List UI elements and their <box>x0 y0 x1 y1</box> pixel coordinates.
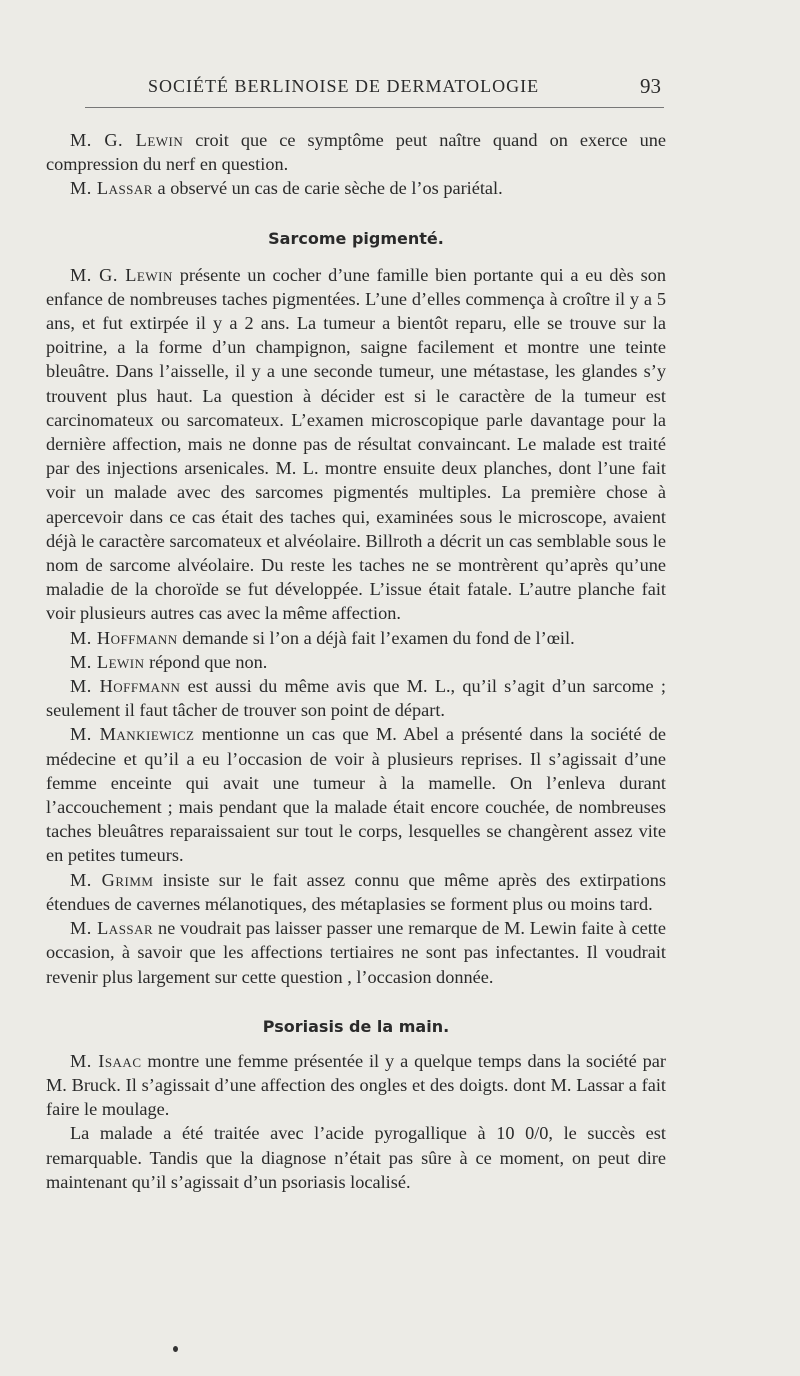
speaker-name: M. Lewin <box>70 651 145 672</box>
paragraph-text: La malade a été traitée avec l’acide pyrogallique à 10 0/0, le succès est remarquable. Tandis que la diagnose n’était pas sûre à ce moment, on peut dire maintenant qu’il s’agissait d’un psoriasis localisé. <box>46 1123 666 1192</box>
speaker-name: M. G. Lewin <box>70 264 173 285</box>
speaker-name: M. Isaac <box>70 1050 142 1071</box>
paragraph <box>46 128 666 176</box>
speaker-name: M. Hoffmann <box>70 676 181 697</box>
paragraph-text: insiste sur le fait assez connu que même après des extirpations étendues de cavernes mélanotiques, des métaplasies se forment plus ou moins tard. <box>46 869 666 914</box>
paragraph <box>46 722 666 867</box>
paragraph <box>46 868 666 916</box>
header-rule <box>85 107 664 108</box>
paragraph-text: montre une femme présentée il y a quelque temps dans la société par M. Bruck. Il s’agissait d’une affection des ongles et des doigts. dont M. Lassar a fait faire le moulage. <box>46 1050 666 1120</box>
speaker-name: M. Lassar <box>70 918 154 939</box>
paragraph-text: présente un cocher d’une famille bien portante qui a eu dès son enfance de nombreuses taches pigmentées. L’une d’elles commença à croître il y a 5 ans, et fut extirpée il y a 2 ans. La tumeur a bientôt reparu, elle se trouve sur la poitrine, a la forme d’un champignon, saigne facilement et montre une teinte bleuâtre. Dans l’aisselle, il y a une seconde tumeur, une métastase, les glandes s’y trouvent plus haut. La question à décider est si le caractère de la tumeur est carcinomateux ou sarcomateux. L’examen microscopique parle davantage pour la dernière affection, mais ne donne pas de résultat convaincant. Le malade est traité par des injections arsenicales. M. L. montre ensuite deux planches, dont l’une fait voir un malade avec des sarcomes pigmentés multiples. La première chose à apercevoir dans ce cas était des taches qui, examinées sous le microscope, avaient déjà le caractère sarcomateux et alvéolaire. Billroth a décrit un cas semblable sous le nom de sarcome alvéolaire. Du reste les taches ne se montrèrent qu’après qu’une maladie de la choroïde se fut développée. L’issue était fatale. L’autre planche fait voir plusieurs autres cas avec la même affection. <box>46 264 666 624</box>
paragraph-text: répond que non. <box>144 651 268 672</box>
page-header <box>0 76 800 102</box>
paragraph <box>46 916 666 989</box>
body-text <box>46 128 666 1194</box>
speaker-name: M. Hoffmann <box>70 627 178 648</box>
paragraph <box>46 176 666 200</box>
speaker-name: M. G. Lewin <box>70 130 184 150</box>
paragraph-text: ne voudrait pas laisser passer une remarque de M. Lewin faite à cette occasion, à savoir que les affections tertiaires ne sont pas infectantes. Il voudrait revenir plus largement sur cette question , l’occasion donnée. <box>46 918 666 987</box>
paragraph-text: a observé un cas de carie sèche de l’os pariétal. <box>152 178 503 199</box>
paragraph <box>46 626 666 650</box>
paragraph-text: croit que ce symptôme peut naître quand on exerce une compression du nerf en question. <box>46 130 666 175</box>
section-heading: Sarcome pigmenté. <box>268 228 444 248</box>
paragraph-text: demande si l’on a déjà fait l’examen du fond de l’œil. <box>177 627 575 648</box>
paragraph-text: est aussi du même avis que M. L., qu’il s’agit d’un sarcome ; seulement il faut tâcher de trouver son point de départ. <box>46 676 666 721</box>
paragraph <box>46 1049 666 1122</box>
running-title: SOCIÉTÉ BERLINOISE DE DERMATOLOGIE <box>148 76 540 96</box>
paragraph <box>46 1121 666 1194</box>
speaker-name: M. Mankiewicz <box>70 724 195 745</box>
section-heading: Psoriasis de la main. <box>262 1016 450 1036</box>
paragraph <box>46 650 666 674</box>
paragraph <box>46 263 666 626</box>
paragraph-text: mentionne un cas que M. Abel a présenté dans la société de médecine et qu’il a eu l’occasion de voir à plusieurs reprises. Il s’agissait d’une femme enceinte qui avait une tumeur à la mamelle. On l’enleva durant l’accouchement ; mais pendant que la malade était encore couchée, de nombreuses taches bleuâtres reparaissaient sur tout le corps, lesquelles se changèrent assez vite en petites tumeurs. <box>46 724 666 866</box>
ink-dot <box>173 1346 178 1352</box>
page-number: 93 <box>640 74 661 98</box>
speaker-name: M. Lassar <box>70 178 153 199</box>
speaker-name: M. Grimm <box>70 869 154 890</box>
paragraph <box>46 674 666 722</box>
